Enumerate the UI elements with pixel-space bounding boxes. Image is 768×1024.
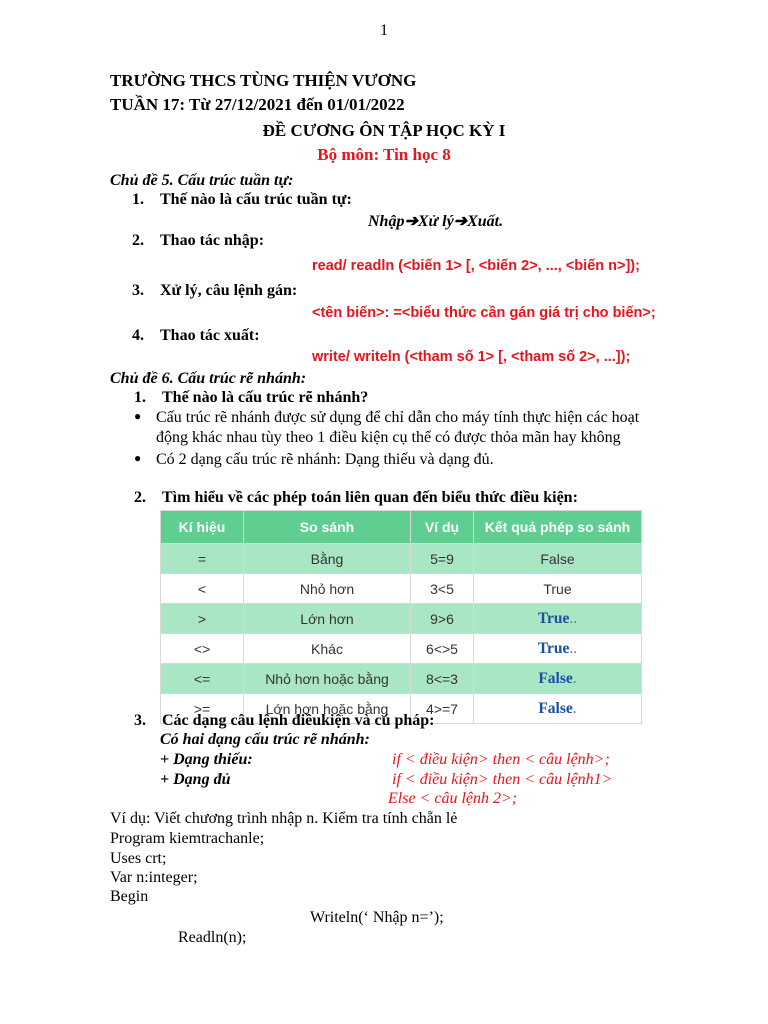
topic5-item-2	[132, 232, 264, 250]
result-cell	[474, 664, 642, 694]
item-text: Thế nào là cấu trúc rẽ nhánh?	[162, 389, 369, 406]
topic6-question-2	[134, 489, 578, 507]
arrow-icon: ➔	[404, 213, 418, 230]
result-cell: True	[474, 574, 642, 604]
read-syntax: read/ readln (<biến 1> [, <biến 2>, ..., <biến n>]);	[312, 258, 640, 274]
item-number: 1.	[134, 389, 146, 406]
short-form-syntax: if < điều kiện> then < câu lệnh>;	[392, 751, 610, 768]
table-row	[161, 634, 642, 664]
item-number: 4.	[132, 327, 144, 344]
example-cell: 3<5	[411, 574, 474, 604]
subject-title: Bộ môn: Tin học 8	[317, 145, 451, 164]
write-syntax: write/ writeln (<tham số 1> [, <tham số 2>, ...]);	[312, 349, 631, 365]
comparison-cell: Khác	[244, 634, 411, 664]
result-suffix: ..	[569, 609, 578, 627]
comparison-cell: Lớn hơn hoặc bằng	[244, 694, 411, 724]
full-form-syntax-1: if < điều kiện> then < câu lệnh1>	[392, 771, 613, 788]
table-header-row	[161, 511, 642, 544]
topic6-heading: Chủ đề 6. Cấu trúc rẽ nhánh:	[110, 370, 307, 387]
week-line: TUẦN 17: Từ 27/12/2021 đến 01/01/2022	[110, 95, 405, 114]
item-text: Thao tác xuất:	[160, 327, 260, 344]
column-header: Kết quả phép so sánh	[474, 511, 642, 544]
bullet-text: Có 2 dạng cấu trúc rẽ nhánh: Dạng thiếu và dạng đủ.	[156, 451, 494, 468]
result-cell: False	[474, 544, 642, 574]
comparison-cell: Bằng	[244, 544, 411, 574]
code-line: Begin	[110, 888, 149, 905]
result-value: False	[538, 669, 573, 687]
symbol-cell: <=	[161, 664, 244, 694]
column-header: Ví dụ	[411, 511, 474, 544]
result-cell	[474, 694, 642, 724]
bullet-item	[134, 409, 639, 427]
topic5-heading: Chủ đề 5. Cấu trúc tuần tự:	[110, 172, 294, 189]
symbol-cell: <	[161, 574, 244, 604]
school-name: TRƯỜNG THCS TÙNG THIỆN VƯƠNG	[110, 71, 417, 90]
result-value: True	[537, 639, 570, 657]
bullet-icon: ●	[134, 451, 142, 465]
full-form-label: + Dạng đủ	[160, 771, 231, 788]
short-form-label: + Dạng thiếu:	[160, 751, 253, 768]
item-text: Thế nào là cấu trúc tuần tự:	[160, 191, 352, 208]
comparison-cell: Lớn hơn	[244, 604, 411, 634]
bullet-item-continued: động khác nhau tùy theo 1 điều kiện cụ thể có được thỏa mãn hay không	[156, 429, 621, 446]
result-cell	[474, 604, 642, 634]
assign-syntax: <tên biến>: =<biểu thức cần gán giá trị cho biến>;	[312, 305, 656, 321]
bullet-icon: ●	[134, 409, 142, 423]
example-cell: 4>=7	[411, 694, 474, 724]
code-line: Uses crt;	[110, 850, 167, 867]
table-row	[161, 604, 642, 634]
page-title: ĐỀ CƯƠNG ÔN TẬP HỌC KỲ I	[262, 121, 506, 140]
example-cell: 8<=3	[411, 664, 474, 694]
result-value: False	[538, 699, 573, 717]
code-line: Readln(n);	[178, 929, 247, 946]
table-row	[161, 544, 642, 574]
full-form-syntax-2: Else < câu lệnh 2>;	[388, 790, 518, 807]
topic5-item-4	[132, 327, 260, 345]
arrow-icon: ➔	[453, 213, 468, 230]
code-line: Program kiemtrachanle;	[110, 830, 265, 847]
flow-output: Xuất.	[467, 213, 504, 230]
item-text: Các dạng câu lệnh điềukiện và cú pháp:	[162, 712, 435, 729]
flow-input: Nhập	[368, 213, 405, 230]
bullet-item	[134, 451, 494, 469]
item-number: 3.	[132, 282, 144, 299]
item-number: 2.	[132, 232, 144, 249]
result-value: True	[537, 609, 570, 627]
table-row	[161, 664, 642, 694]
item-text: Tìm hiểu về các phép toán liên quan đến biểu thức điều kiện:	[162, 489, 578, 506]
symbol-cell: >=	[161, 694, 244, 724]
code-line: Writeln(‘ Nhập n=’);	[310, 909, 444, 926]
table-row	[161, 574, 642, 604]
bullet-text: Cấu trúc rẽ nhánh được sử dụng để chỉ dẫn cho máy tính thực hiện các hoạt	[156, 409, 640, 426]
symbol-cell: >	[161, 604, 244, 634]
two-forms-line: Có hai dạng cấu trúc rẽ nhánh:	[160, 731, 370, 748]
comparison-cell: Nhỏ hơn hoặc bằng	[244, 664, 411, 694]
item-number: 3.	[134, 712, 146, 729]
item-number: 2.	[134, 489, 146, 506]
item-text: Thao tác nhập:	[160, 232, 265, 249]
example-intro: Ví dụ: Viết chương trình nhập n. Kiểm tra tính chẵn lẻ	[110, 810, 458, 827]
symbol-cell: =	[161, 544, 244, 574]
comparison-cell: Nhỏ hơn	[244, 574, 411, 604]
column-header: Kí hiệu	[161, 511, 244, 544]
flow-process: Xử lý	[417, 213, 454, 230]
column-header: So sánh	[244, 511, 411, 544]
result-suffix: .	[572, 669, 577, 687]
example-cell: 6<>5	[411, 634, 474, 664]
result-suffix: ..	[569, 639, 578, 657]
flow-line	[368, 211, 503, 231]
topic6-question-3	[134, 712, 435, 730]
item-number: 1.	[132, 191, 144, 208]
example-cell: 9>6	[411, 604, 474, 634]
topic5-item-3	[132, 282, 297, 300]
comparison-table	[160, 510, 642, 724]
example-cell: 5=9	[411, 544, 474, 574]
page-number: 1	[380, 22, 388, 39]
topic6-question-1	[134, 389, 368, 407]
item-text: Xử lý, câu lệnh gán:	[160, 282, 298, 299]
symbol-cell: <>	[161, 634, 244, 664]
result-cell	[474, 634, 642, 664]
topic5-item-1	[132, 191, 352, 209]
result-suffix: .	[572, 699, 577, 717]
code-line: Var n:integer;	[110, 869, 198, 886]
